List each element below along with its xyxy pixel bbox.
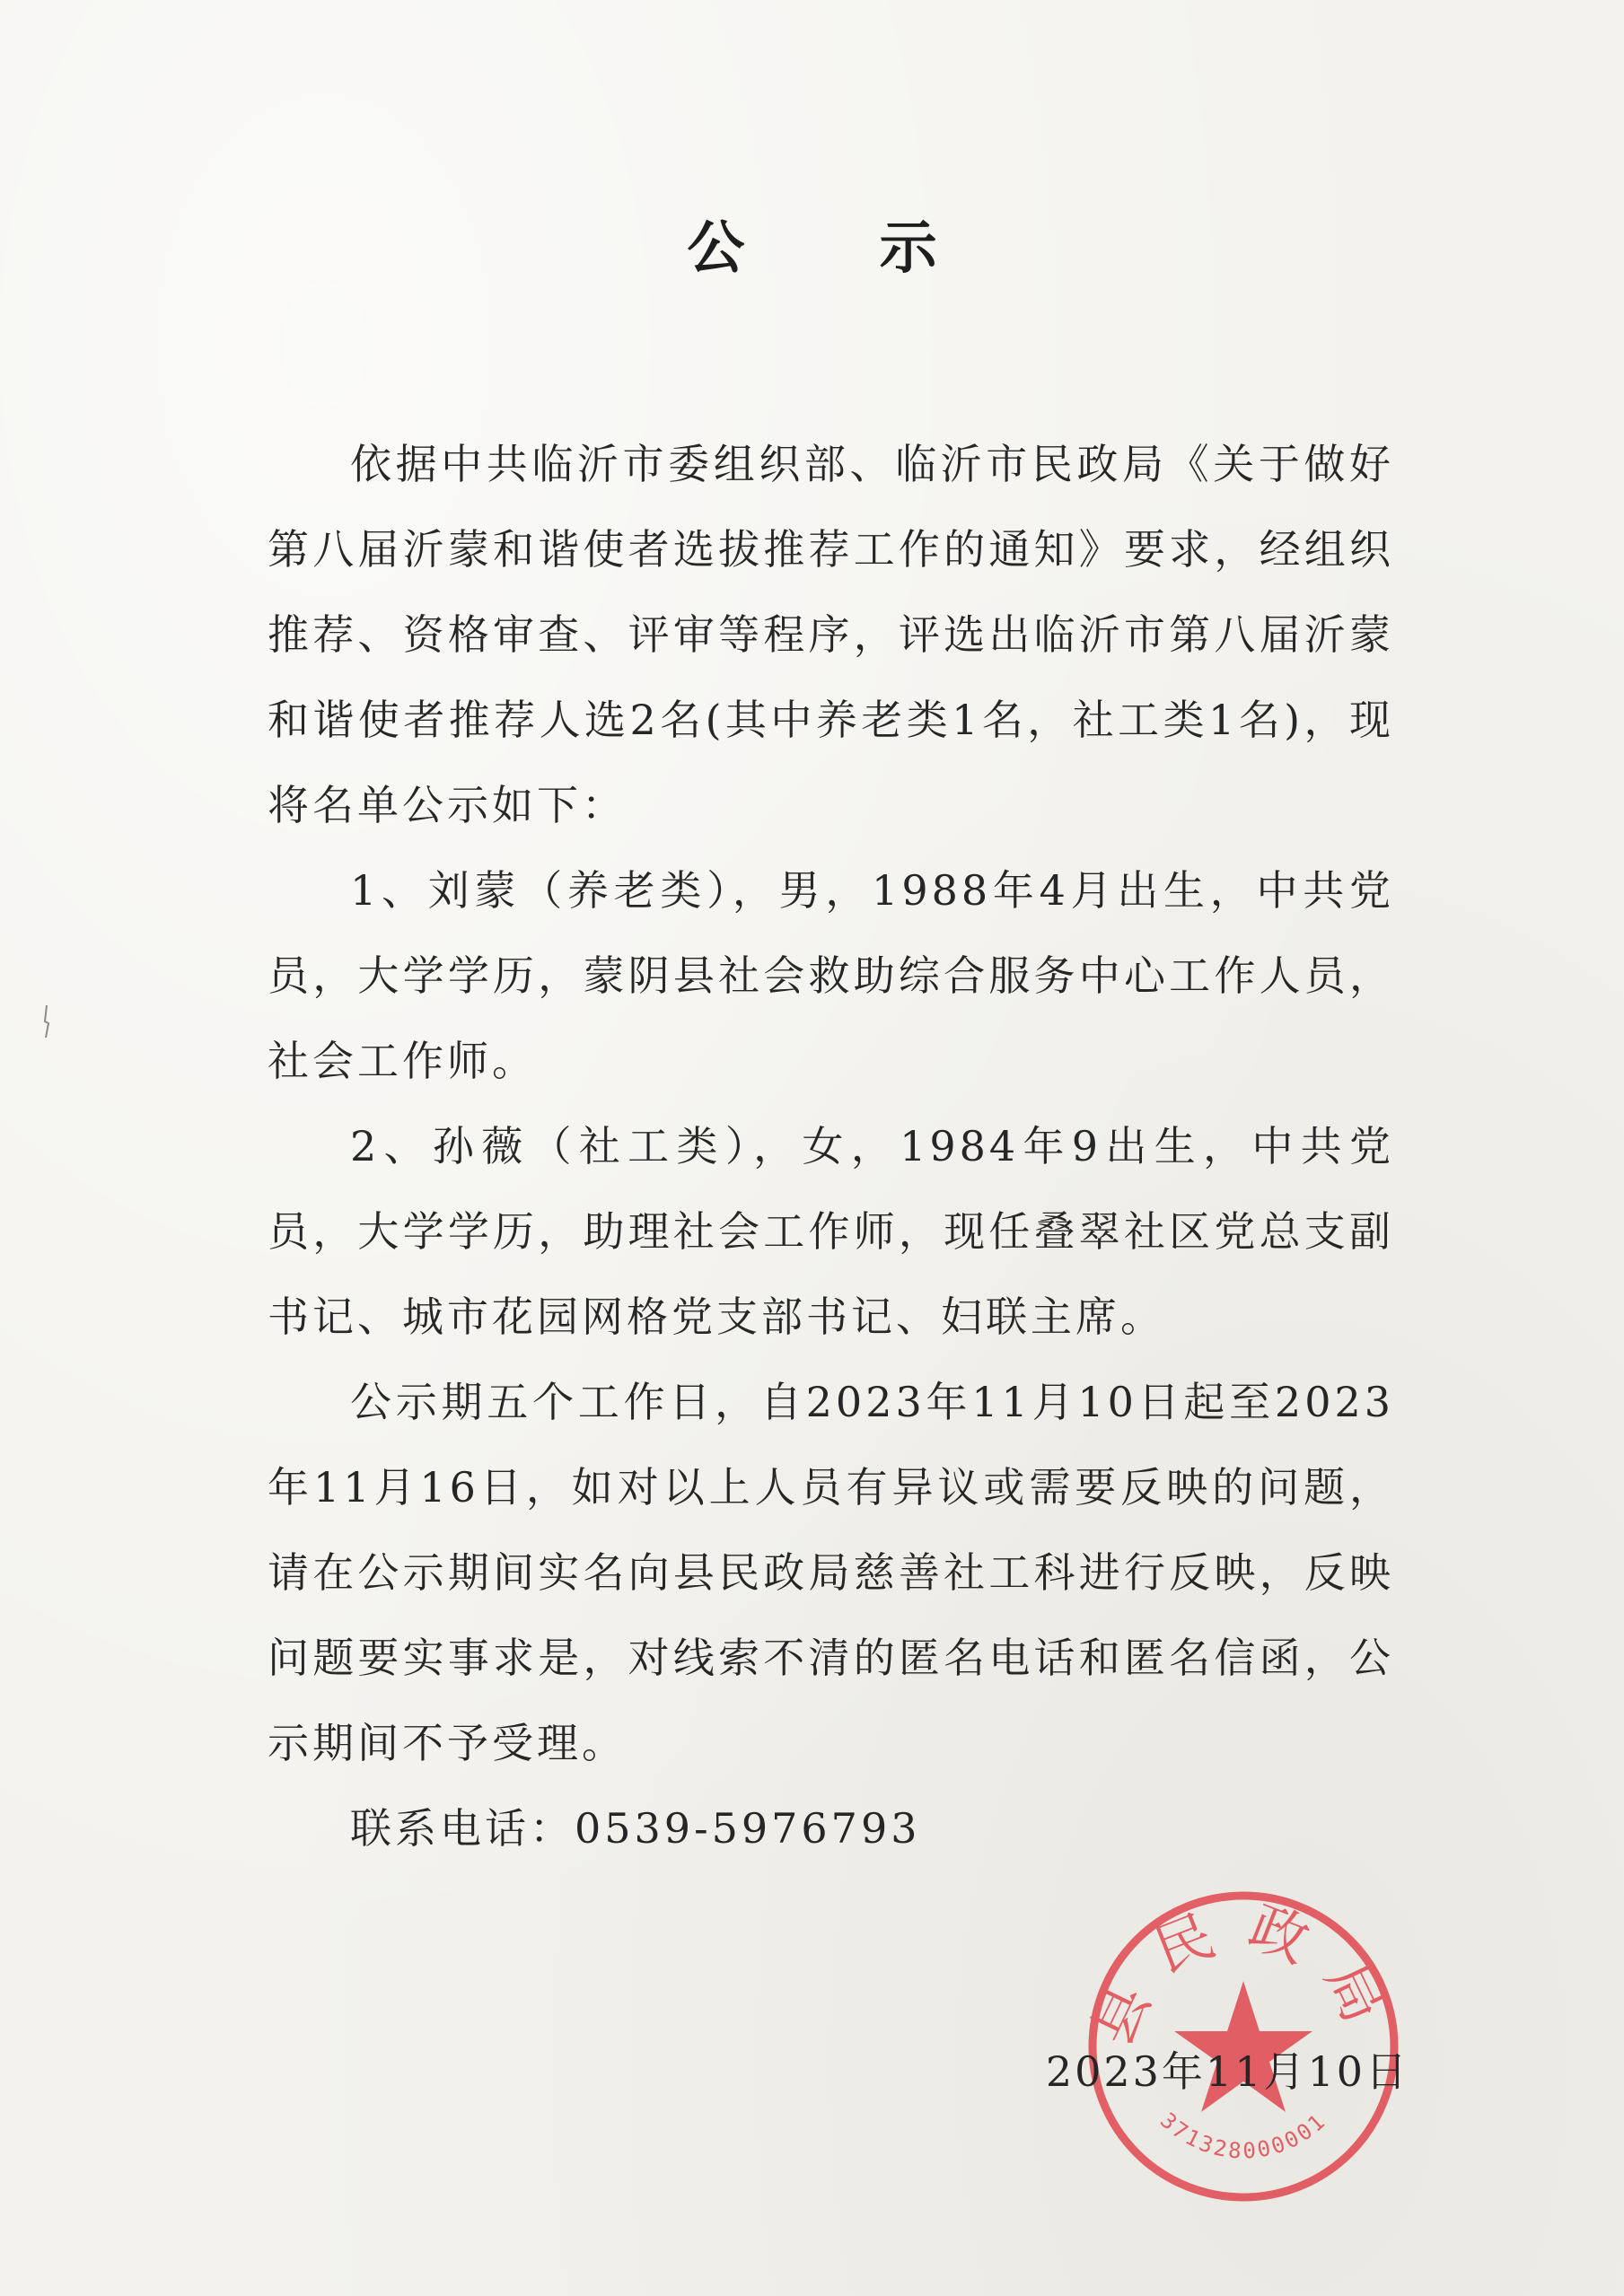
paragraph-candidate-2: 2、孙薇（社工类），女，1984年9出生，中共党员，大学学历，助理社会工作师，现任叠翠社区党总支副书记、城市花园网格党支部书记、妇联主席。 [268,1122,1394,1341]
seal-text: 县民政局 [1078,1893,1409,2056]
notice-body [268,422,1394,1871]
svg-text:371328000001 [1155,2108,1331,2163]
scan-mark [41,1003,52,1039]
issue-date: 2023年11月10日 [1045,2047,1409,2096]
seal-code: 371328000001 [1154,2108,1332,2164]
paragraph-publicity-period: 公示期五个工作日，自2023年11月10日起至2023年11月16日，如对以上人员有异议或需要反映的问题，请在公示期间实名向县民政局慈善社工科进行反映，反映问题要实事求是，对线索不清的匿名电话和匿名信函，公示期间不予受理。 [268,1378,1394,1767]
paragraph-candidate-1: 1、刘蒙（养老类），男，1988年4月出生，中共党员，大学学历，蒙阴县社会救助综合服务中心工作人员，社会工作师。 [268,866,1394,1085]
contact-phone: 联系电话：0539-5976793 [350,1804,921,1853]
document-title: 公 示 [687,215,995,282]
paragraph-intro: 依据中共临沂市委组织部、临沂市民政局《关于做好第八届沂蒙和谐使者选拔推荐工作的通知》要求，经组织推荐、资格审查、评审等程序，评选出临沂市第八届沂蒙和谐使者推荐人选2名(其中养老类1名，社工类1名)，现将名单公示如下： [268,440,1394,829]
